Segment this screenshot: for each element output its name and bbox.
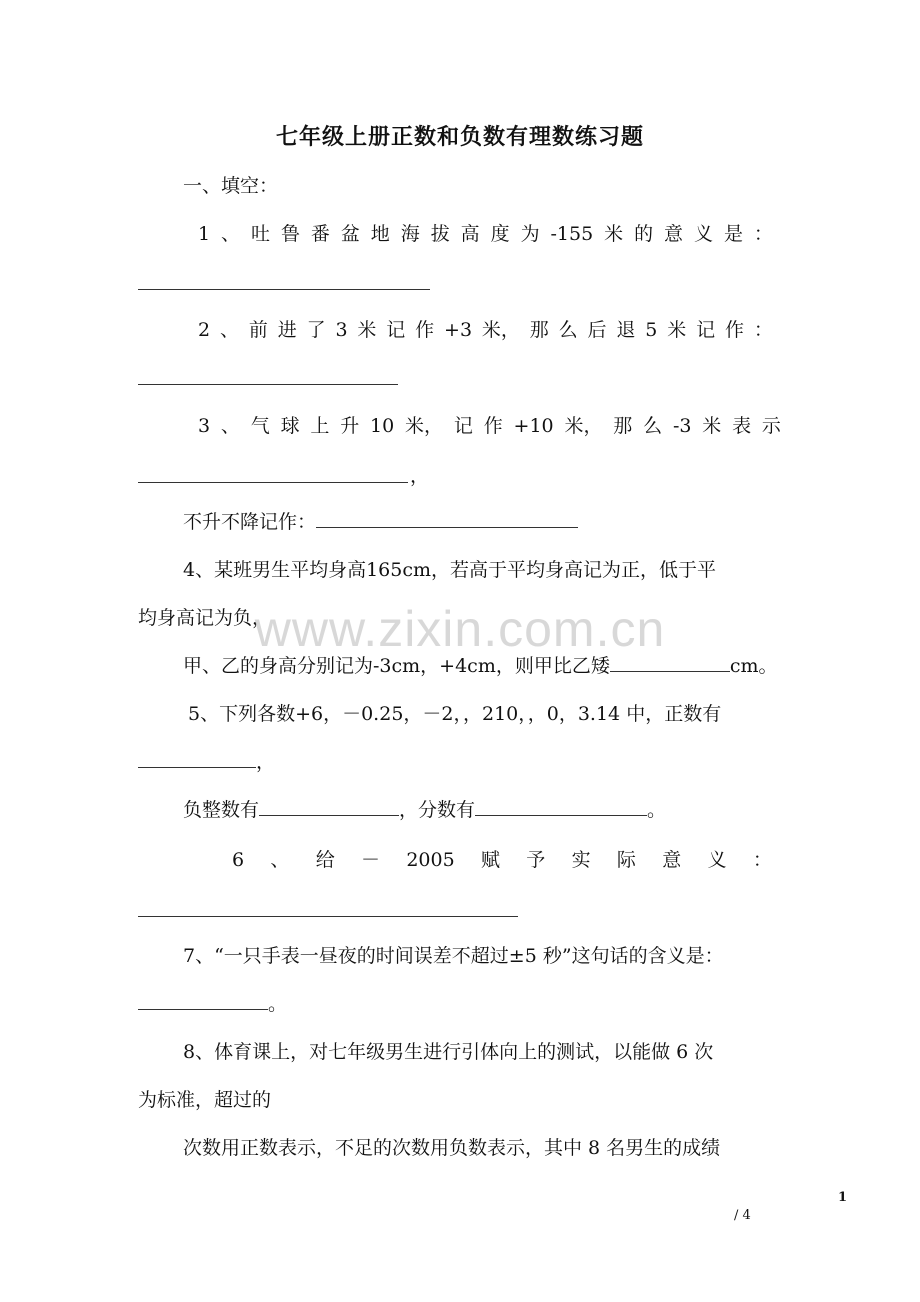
question-6-line: 6 、 给 － 2005 赋 予 实 际 意 义 ： [232, 849, 772, 871]
question-8-line-3: 次数用正数表示，不足的次数用负数表示，其中 8 名男生的成绩 [183, 1137, 721, 1159]
question-5-line-2: ， [138, 748, 275, 776]
question-5-negative-integer-blank[interactable] [259, 797, 399, 816]
question-2-answer-blank[interactable] [138, 384, 398, 385]
question-1-answer-blank[interactable] [138, 289, 430, 290]
watermark: www.zixin.com.cn [254, 601, 666, 657]
question-8-line-2: 为标准，超过的 [138, 1089, 272, 1111]
question-7-line-1: 7、“一只手表一昼夜的时间误差不超过±5 秒”这句话的含义是： [183, 945, 724, 967]
question-7-line-2: 。 [138, 990, 287, 1018]
question-5-positive-blank[interactable] [138, 749, 256, 768]
question-6-answer-blank[interactable] [138, 916, 518, 917]
question-1-line: 1 、 吐 鲁 番 盆 地 海 拔 高 度 为 -155 米 的 意 义 是 ： [198, 223, 773, 245]
question-2-line: 2 、 前 进 了 3 米 记 作 +3 米， 那 么 后 退 5 米 记 作 ： [198, 319, 773, 341]
document-title: 七年级上册正数和负数有理数练习题 [275, 124, 644, 150]
question-7-answer-blank[interactable] [138, 991, 268, 1010]
page-number: 1 [838, 1190, 848, 1205]
question-3b-answer-blank[interactable] [316, 509, 578, 528]
question-5-line-1: 5、下列各数+6，－0.25，－2，，210，，0，3.14 中，正数有 [188, 703, 722, 725]
question-8-line-1: 8、体育课上，对七年级男生进行引体向上的测试，以能做 6 次 [183, 1041, 714, 1063]
question-5-line-3: 负整数有 ，分数有 。 [183, 799, 667, 821]
question-3-comma: ， [410, 465, 430, 487]
question-4-line-1: 4、某班男生平均身高165cm，若高于平均身高记为正，低于平 [183, 559, 717, 581]
question-3-answer-blank[interactable] [138, 482, 408, 483]
question-3-line: 3 、 气 球 上 升 10 米， 记 作 +10 米， 那 么 -3 米 表 示 [198, 415, 781, 437]
question-3b-line: 不升不降记作： [183, 508, 578, 536]
question-4-line-2: 均身高记为负， [138, 607, 272, 629]
page-total: / 4 [734, 1208, 751, 1223]
question-5-fraction-blank[interactable] [475, 797, 647, 816]
section-heading: 一、填空： [183, 175, 279, 197]
question-4-line-3: 甲、乙的身高分别记为-3cm，+4cm，则甲比乙矮 cm。 [183, 655, 778, 677]
